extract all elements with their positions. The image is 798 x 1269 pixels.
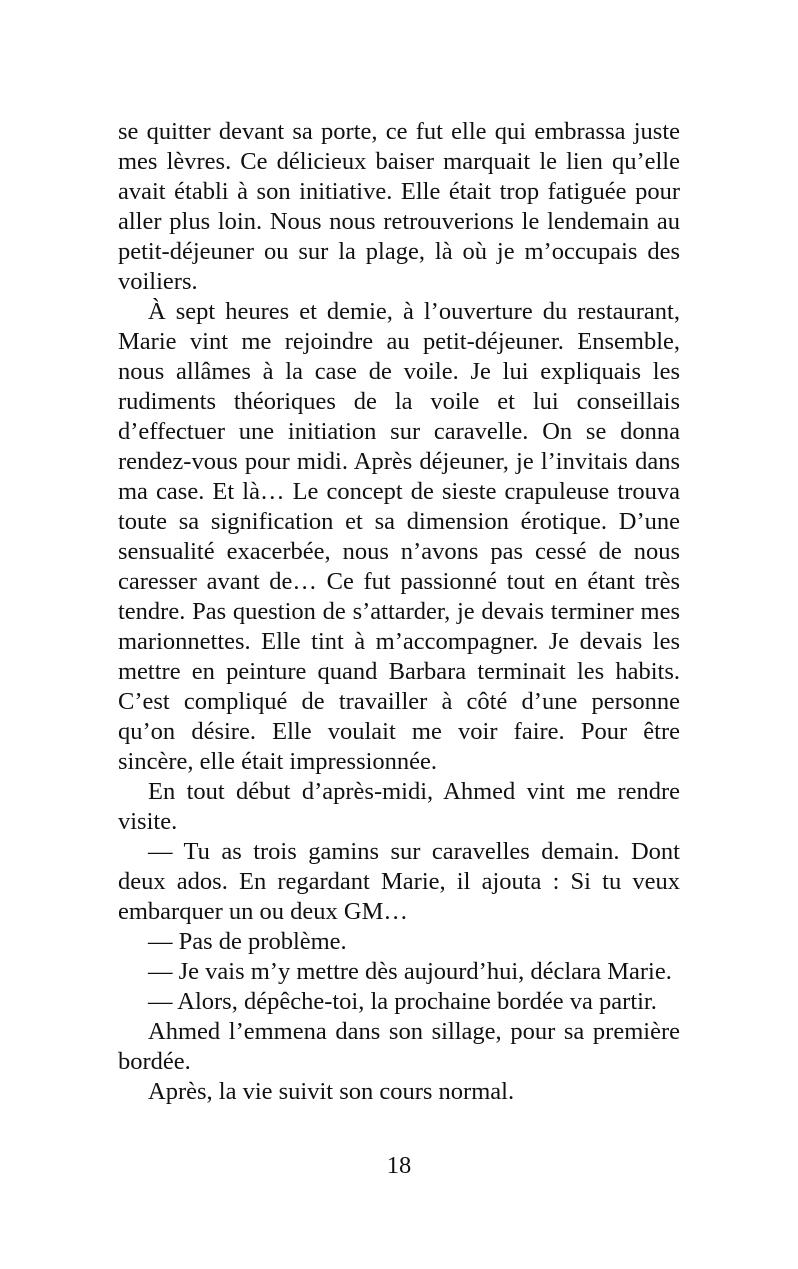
paragraph-2: À sept heures et demie, à l’ouverture du restaurant, Marie vint me rejoindre au petit-déjeuner. Ensemble, nous allâmes à la case de voile. Je lui expliquais les rudiments théoriques de la voile et lui conseillais d’effectuer une initiation sur caravelle. On se donna rendez-vous pour midi. Après déjeuner, je l’invitais dans ma case. Et là… Le concept de sieste crapuleuse trouva toute sa signification et sa dimension érotique. D’une sensualité exacerbée, nous n’avons pas cessé de nous caresser avant de… Ce fut passionné tout en étant très tendre. Pas question de s’attarder, je devais terminer mes marionnettes. Elle tint à m’accompagner. Je devais les mettre en peinture quand Barbara terminait les habits. C’est compliqué de travailler à côté d’une personne qu’on désire. Elle voulait me voir faire. Pour être sincère, elle était impressionnée. <box>118 298 680 775</box>
dialogue-line-1: — Tu as trois gamins sur caravelles demain. Dont deux ados. En regardant Marie, il ajouta : Si tu veux embarquer un ou deux GM… <box>118 838 680 925</box>
paragraph-8: Ahmed l’emmena dans son sillage, pour sa première bordée. <box>118 1018 680 1075</box>
dialogue-line-2: — Pas de problème. <box>148 928 347 955</box>
dialogue-line-4: — Alors, dépêche-toi, la prochaine bordée va partir. <box>148 988 657 1015</box>
paragraph-9: Après, la vie suivit son cours normal. <box>148 1078 515 1105</box>
paragraph-3: En tout début d’après-midi, Ahmed vint me rendre visite. <box>118 778 680 835</box>
page-number: 18 <box>386 1152 412 1179</box>
dialogue-line-3: — Je vais m’y mettre dès aujourd’hui, déclara Marie. <box>148 958 672 985</box>
body-text <box>118 117 680 1107</box>
paragraph-1: se quitter devant sa porte, ce fut elle qui embrassa juste mes lèvres. Ce délicieux baiser marquait le lien qu’elle avait établi à son initiative. Elle était trop fatiguée pour aller plus loin. Nous nous retrouverions le lendemain au petit-déjeuner ou sur la plage, là où je m’occupais des voiliers. <box>118 118 680 295</box>
